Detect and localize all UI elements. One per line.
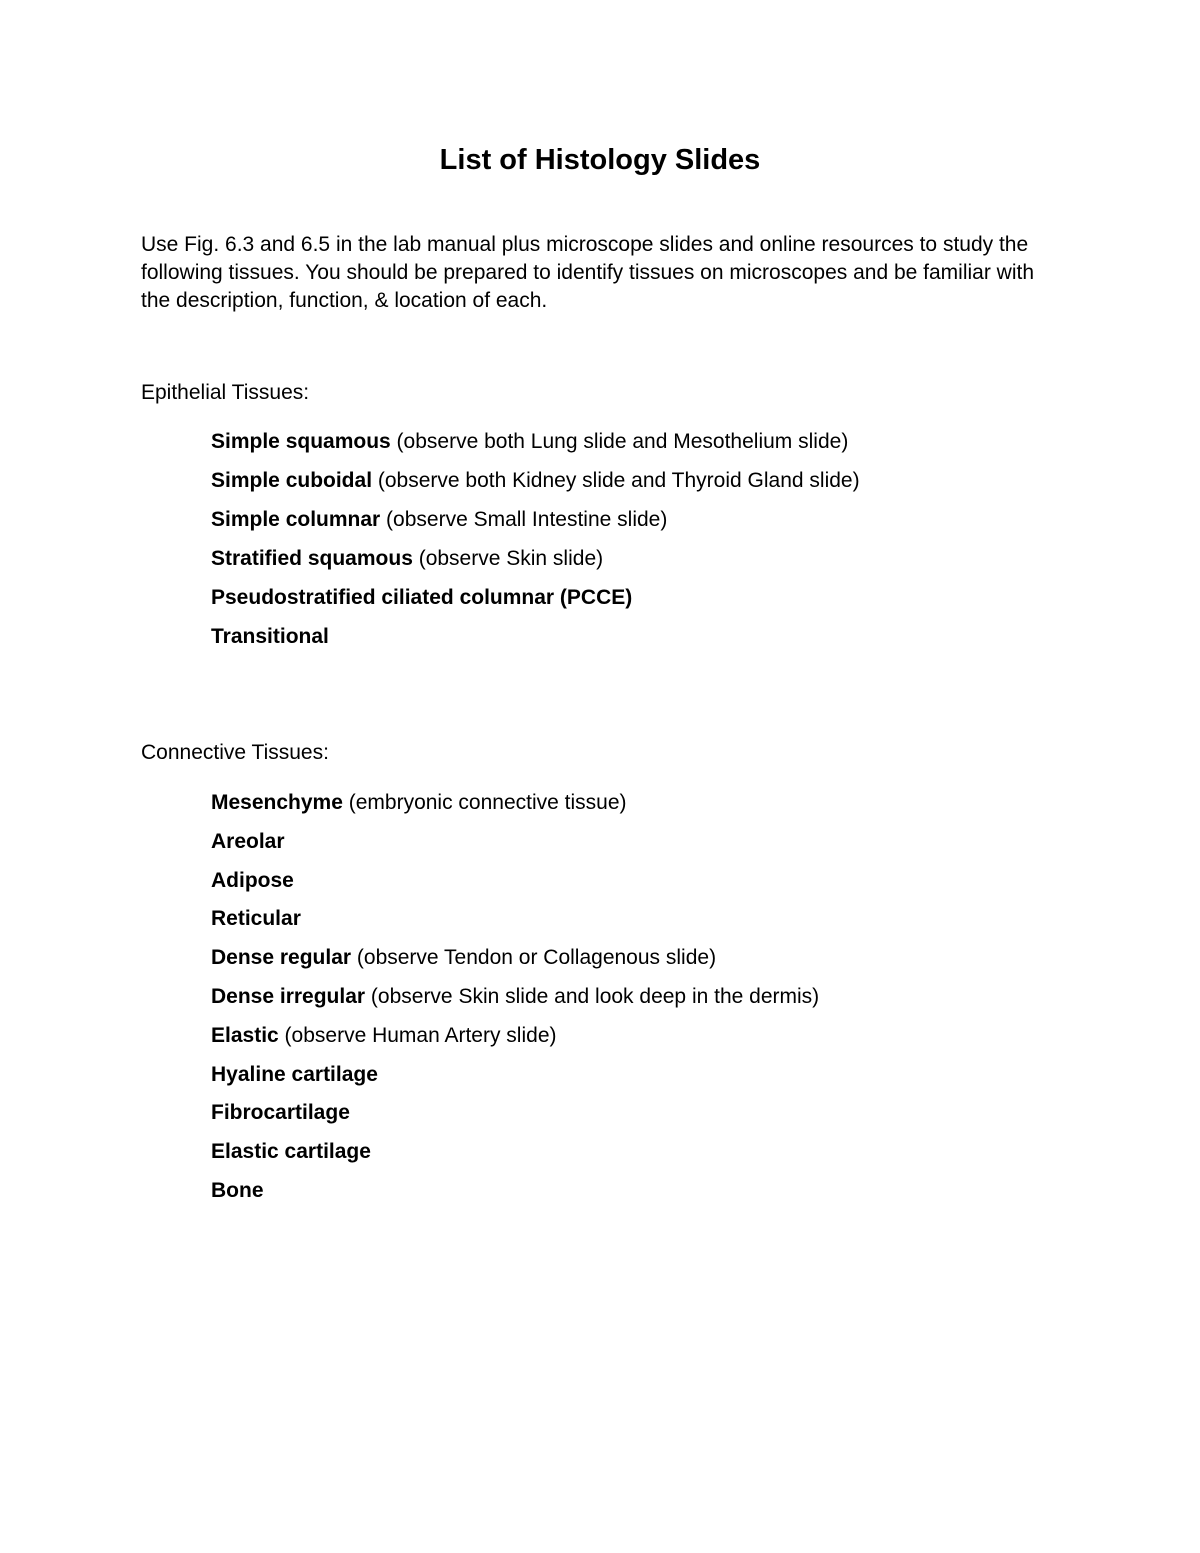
tissue-note: (observe Human Artery slide)	[278, 1023, 557, 1047]
list-item	[211, 1023, 819, 1062]
tissue-term: Fibrocartilage	[211, 1101, 350, 1125]
tissue-term: Reticular	[211, 907, 301, 931]
tissue-term: Simple columnar	[211, 508, 381, 531]
list-item	[211, 906, 819, 945]
list-item	[211, 429, 860, 468]
intro-paragraph: Use Fig. 6.3 and 6.5 in the lab manual plus microscope slides and online resources to study the following tissues. You should be prepared to identify tissues on microscopes and be familiar with the description, function, & location of each.	[141, 233, 1035, 312]
tissue-term: Stratified squamous	[211, 547, 413, 570]
tissue-note: (observe Tendon or Collagenous slide)	[351, 946, 717, 970]
list-item	[211, 868, 819, 907]
tissue-term: Pseudostratified ciliated columnar (PCCE)	[211, 586, 633, 609]
tissue-term: Mesenchyme	[211, 791, 343, 814]
tissue-note: (observe Skin slide)	[412, 547, 604, 570]
list-item	[211, 1062, 819, 1101]
tissue-note: (embryonic connective tissue)	[342, 791, 627, 814]
page-title: List of Histology Slides	[439, 144, 761, 176]
tissue-term: Transitional	[211, 625, 329, 648]
tissue-term: Bone	[211, 1178, 264, 1202]
tissue-term: Dense irregular	[211, 984, 366, 1008]
tissue-term: Adipose	[211, 868, 294, 892]
list-item	[211, 790, 819, 829]
tissue-term: Areolar	[211, 829, 285, 853]
list-item	[211, 984, 819, 1023]
tissue-term: Simple cuboidal	[211, 469, 373, 492]
list-item	[211, 1139, 819, 1178]
tissue-term: Hyaline cartilage	[211, 1062, 378, 1086]
list-item	[211, 624, 860, 663]
list-item	[211, 468, 860, 507]
list-item	[211, 945, 819, 984]
list-item	[211, 829, 819, 868]
connective-heading: Connective Tissues:	[141, 741, 329, 764]
tissue-note: (observe both Lung slide and Mesothelium slide)	[390, 430, 849, 453]
tissue-note: (observe both Kidney slide and Thyroid Gland slide)	[372, 469, 860, 492]
tissue-term: Elastic cartilage	[211, 1140, 371, 1164]
tissue-term: Dense regular	[211, 946, 352, 970]
connective-list	[211, 790, 819, 1217]
list-item	[211, 1100, 819, 1139]
tissue-note: (observe Small Intestine slide)	[380, 508, 668, 531]
list-item	[211, 585, 860, 624]
list-item	[211, 546, 860, 585]
list-item	[211, 507, 860, 546]
epithelial-list	[211, 429, 860, 663]
tissue-term: Simple squamous	[211, 430, 391, 453]
epithelial-heading: Epithelial Tissues:	[141, 381, 310, 404]
tissue-term: Elastic	[211, 1023, 279, 1047]
tissue-note: (observe Skin slide and look deep in the dermis)	[365, 984, 820, 1008]
list-item	[211, 1178, 819, 1217]
